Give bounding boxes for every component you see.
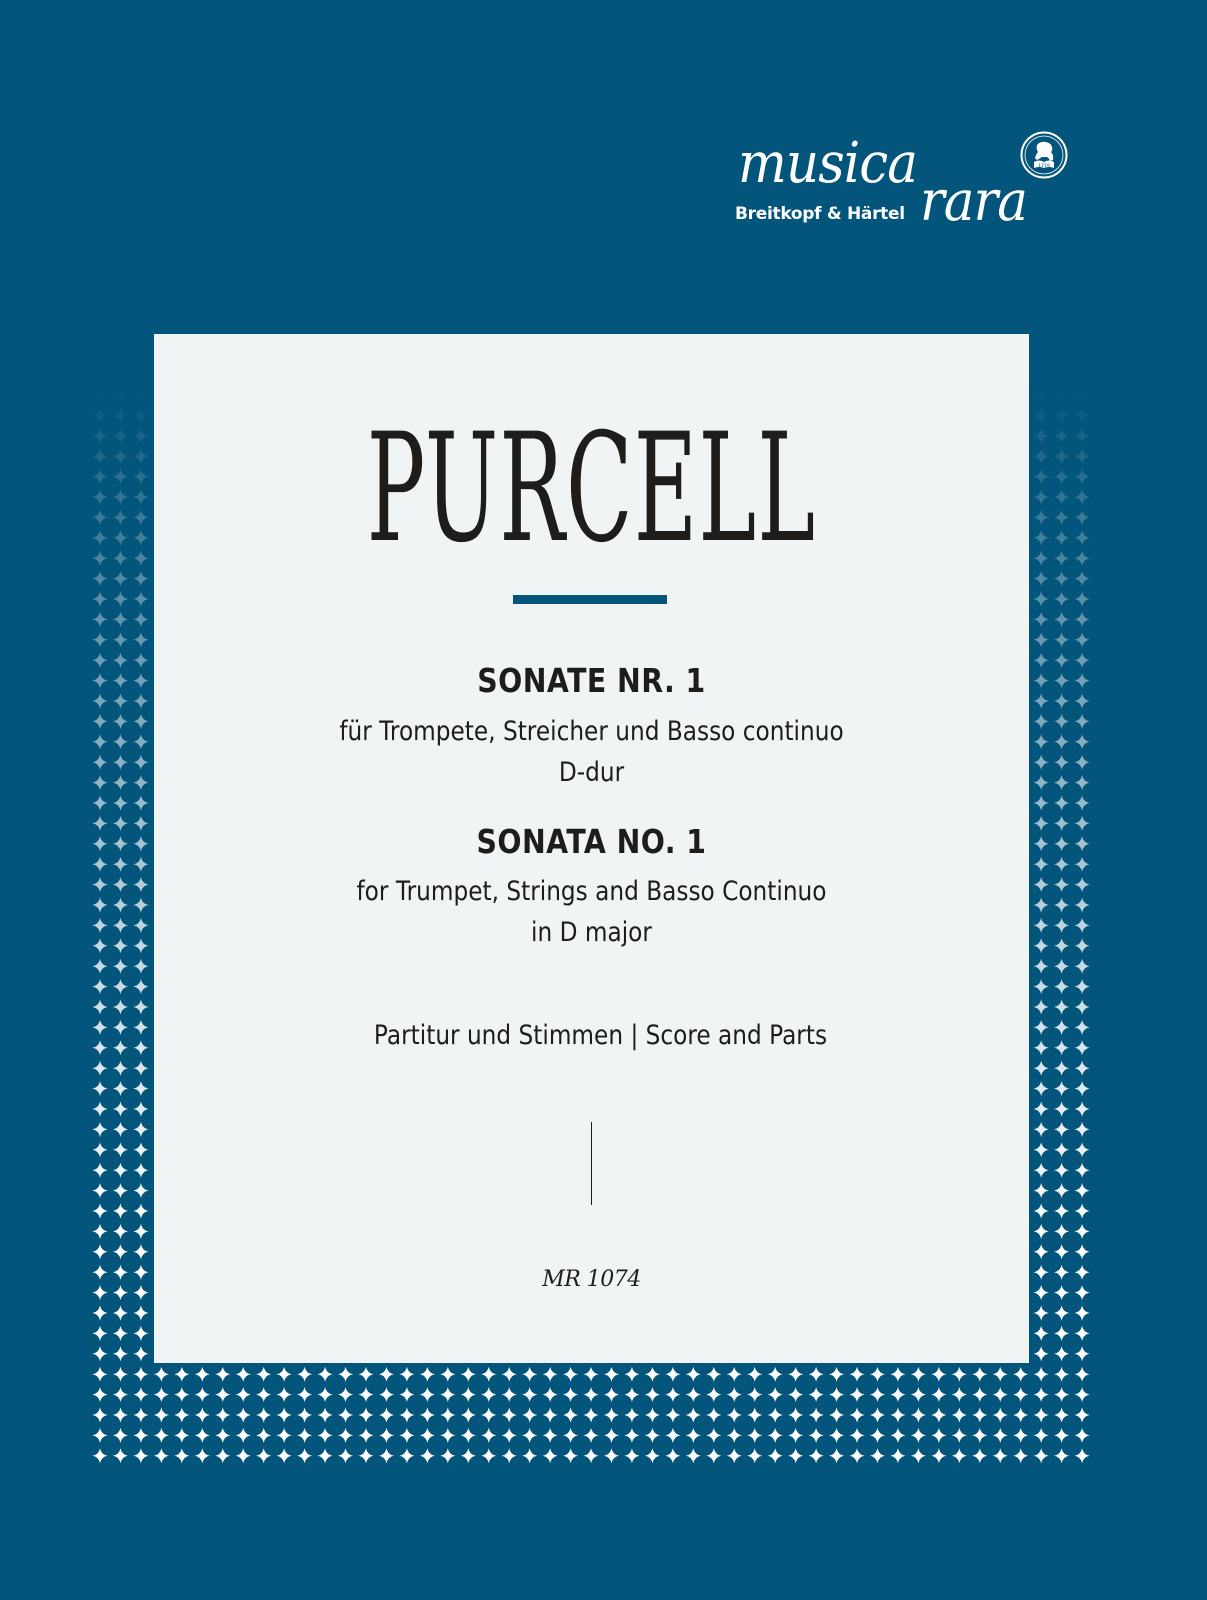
title-panel — [154, 334, 1029, 1363]
logo-musica: musica — [738, 131, 918, 196]
english-instrumentation: for Trumpet, Strings and Basso Continuo — [356, 876, 827, 907]
logo-breitkopf-haertel: Breitkopf & Härtel — [735, 204, 905, 224]
vertical-divider — [591, 1122, 592, 1205]
publisher-logo — [735, 128, 1080, 238]
german-title: SONATE NR. 1 — [477, 661, 706, 700]
bear-seal-icon — [1020, 131, 1068, 179]
german-instrumentation: für Trompete, Streicher und Basso continuo — [339, 716, 844, 747]
accent-rule — [513, 595, 667, 604]
catalog-number: MR 1074 — [542, 1267, 641, 1292]
german-key: D-dur — [558, 757, 625, 788]
english-title: SONATA NO. 1 — [476, 822, 707, 861]
logo-rara: rara — [920, 169, 1028, 234]
edition-type: Partitur und Stimmen | Score and Parts — [373, 1020, 828, 1051]
composer-name: PURCELL — [366, 402, 817, 576]
svg-text:1719: 1719 — [1038, 164, 1050, 169]
english-key: in D major — [531, 917, 652, 948]
